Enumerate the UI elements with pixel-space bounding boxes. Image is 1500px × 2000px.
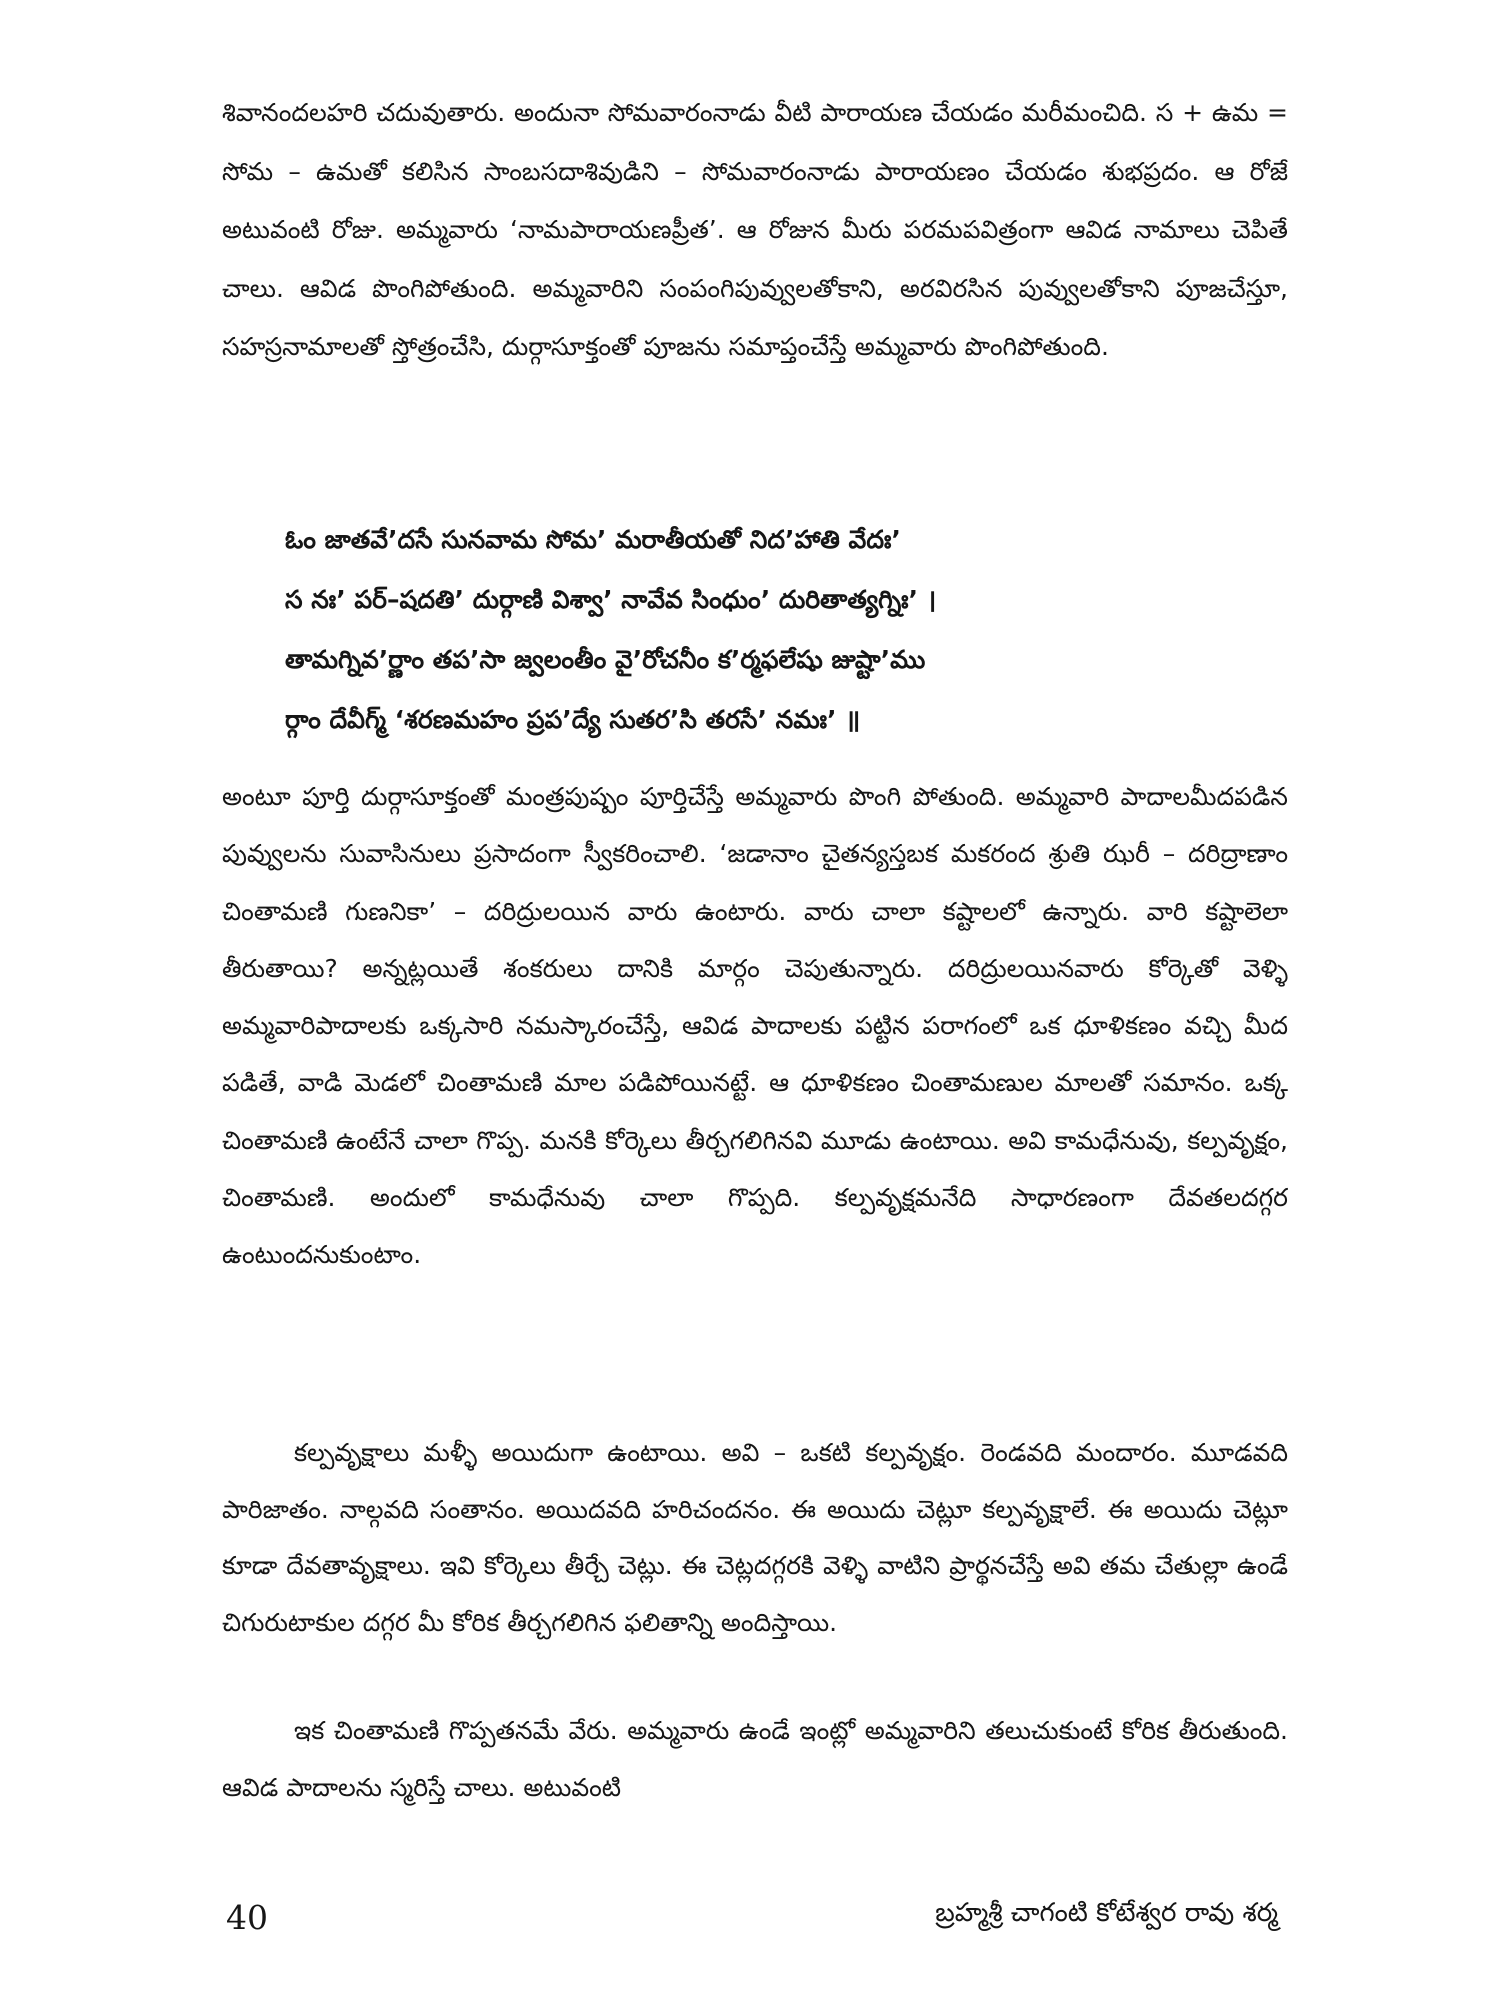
verse-line-1: ఓం జాతవే’దసే సునవామ సోమ’ మరాతీయతో నిద’హాతి వేదః’ [285,525,901,554]
page-number: 40 [226,1898,268,1937]
paragraph-chintamani: అంటూ పూర్తి దుర్గాసూక్తంతో మంత్రపుష్పం పూర్తిచేస్తే అమ్మవారు పొంగి పోతుంది. అమ్మవారి పాదాలమీదపడిన పువ్వులను సువాసినులు ప్రసాదంగా స్వీకరించాలి. ‘జడానాం చైతన్యస్తబక మకరంద శ్రుతి ఝరీ – దరిద్రాణాం చింతామణి గుణనికా’ – దరిద్రులయిన వారు ఉంటారు. వారు చాలా కష్టాలలో ఉన్నారు. వారి కష్టాలెలా తీరుతాయి? అన్నట్లయితే శంకరులు దానికి మార్గం చెపుతున్నారు. దరిద్రులయినవారు కోర్కెతో వెళ్ళి అమ్మవారిపాదాలకు ఒక్కసారి నమస్కారంచేస్తే, ఆవిడ పాదాలకు పట్టిన పరాగంలో ఒక ధూళికణం వచ్చి మీద పడితే, వాడి మెడలో చింతామణి మాల పడిపోయినట్టే. ఆ ధూళికణం చింతామణుల మాలతో సమానం. ఒక్క చింతామణి ఉంటేనే చాలా గొప్ప. మనకి కోర్కెలు తీర్చగలిగినవి మూడు ఉంటాయి. అవి కామధేనువు, కల్పవృక్షం, చింతామణి. అందులో కామధేనువు చాలా గొప్పది. కల్పవృక్షమనేది సాధారణంగా దేవతలదగ్గర ఉంటుందనుకుంటాం. [222,782,1288,1270]
paragraph-closing: ఇక చింతామణి గొప్పతనమే వేరు. అమ్మవారు ఉండే ఇంట్లో అమ్మవారిని తలుచుకుంటే కోరిక తీరుతుంది. ఆవిడ పాదాలను స్మరిస్తే చాలు. అటువంటి [222,1716,1288,1802]
verse-line-2: స నః’ పర్–షదతి’ దుర్గాణి విశ్వా’ నావేవ సింధుం’ దురితాత్యగ్నిః’ । [285,585,937,614]
footer-author: బ్రహ్మశ్రీ చాగంటి కోటేశ్వర రావు శర్మ [935,1898,1278,1928]
paragraph-kalpavriksha: కల్పవృక్షాలు మళ్ళీ అయిదుగా ఉంటాయి. అవి – ఒకటి కల్పవృక్షం. రెండవది మందారం. మూడవది పారిజాతం. నాల్గవది సంతానం. అయిదవది హరిచందనం. ఈ అయిదు చెట్లూ కల్పవృక్షాలే. ఈ అయిదు చెట్లూ కూడా దేవతావృక్షాలు. ఇవి కోర్కెలు తీర్చే చెట్లు. ఈ చెట్లదగ్గరకి వెళ్ళి వాటిని ప్రార్థనచేస్తే అవి తమ చేతుల్లా ఉండే చిగురుటాకుల దగ్గర మీ కోరిక తీర్చగలిగిన ఫలితాన్ని అందిస్తాయి. [222,1438,1288,1638]
durga-sukta-verse [285,510,1285,750]
verse-line-4: ర్గాం దేవీగ్మ్ ‘శరణమహం ప్రప’ద్యే సుతర’సి తరసే’ నమః’ ॥ [285,705,861,734]
verse-line-3: తామగ్నివ’ర్ణాం తప’సా జ్వలంతీం వై’రోచనీం క’ర్మఫలేషు జుష్టా’ము [285,645,926,674]
paragraph-opening: శివానందలహరి చదువుతారు. అందునా సోమవారంనాడు వీటి పారాయణ చేయడం మరీమంచిది. స + ఉమ = సోమ – ఉమతో కలిసిన సాంబసదాశివుడిని – సోమవారంనాడు పారాయణం చేయడం శుభప్రదం. ఆ రోజే అటువంటి రోజు. అమ్మవారు ‘నామపారాయణప్రీత’. ఆ రోజున మీరు పరమపవిత్రంగా ఆవిడ నామాలు చెపితే చాలు. ఆవిడ పొంగిపోతుంది. అమ్మవారిని సంపంగిపువ్వులతోకాని, అరవిరసిన పువ్వులతోకాని పూజచేస్తూ, సహస్రనామాలతో స్తోత్రంచేసి, దుర్గాసూక్తంతో పూజను సమాప్తంచేస్తే అమ్మవారు పొంగిపోతుంది. [222,98,1288,361]
